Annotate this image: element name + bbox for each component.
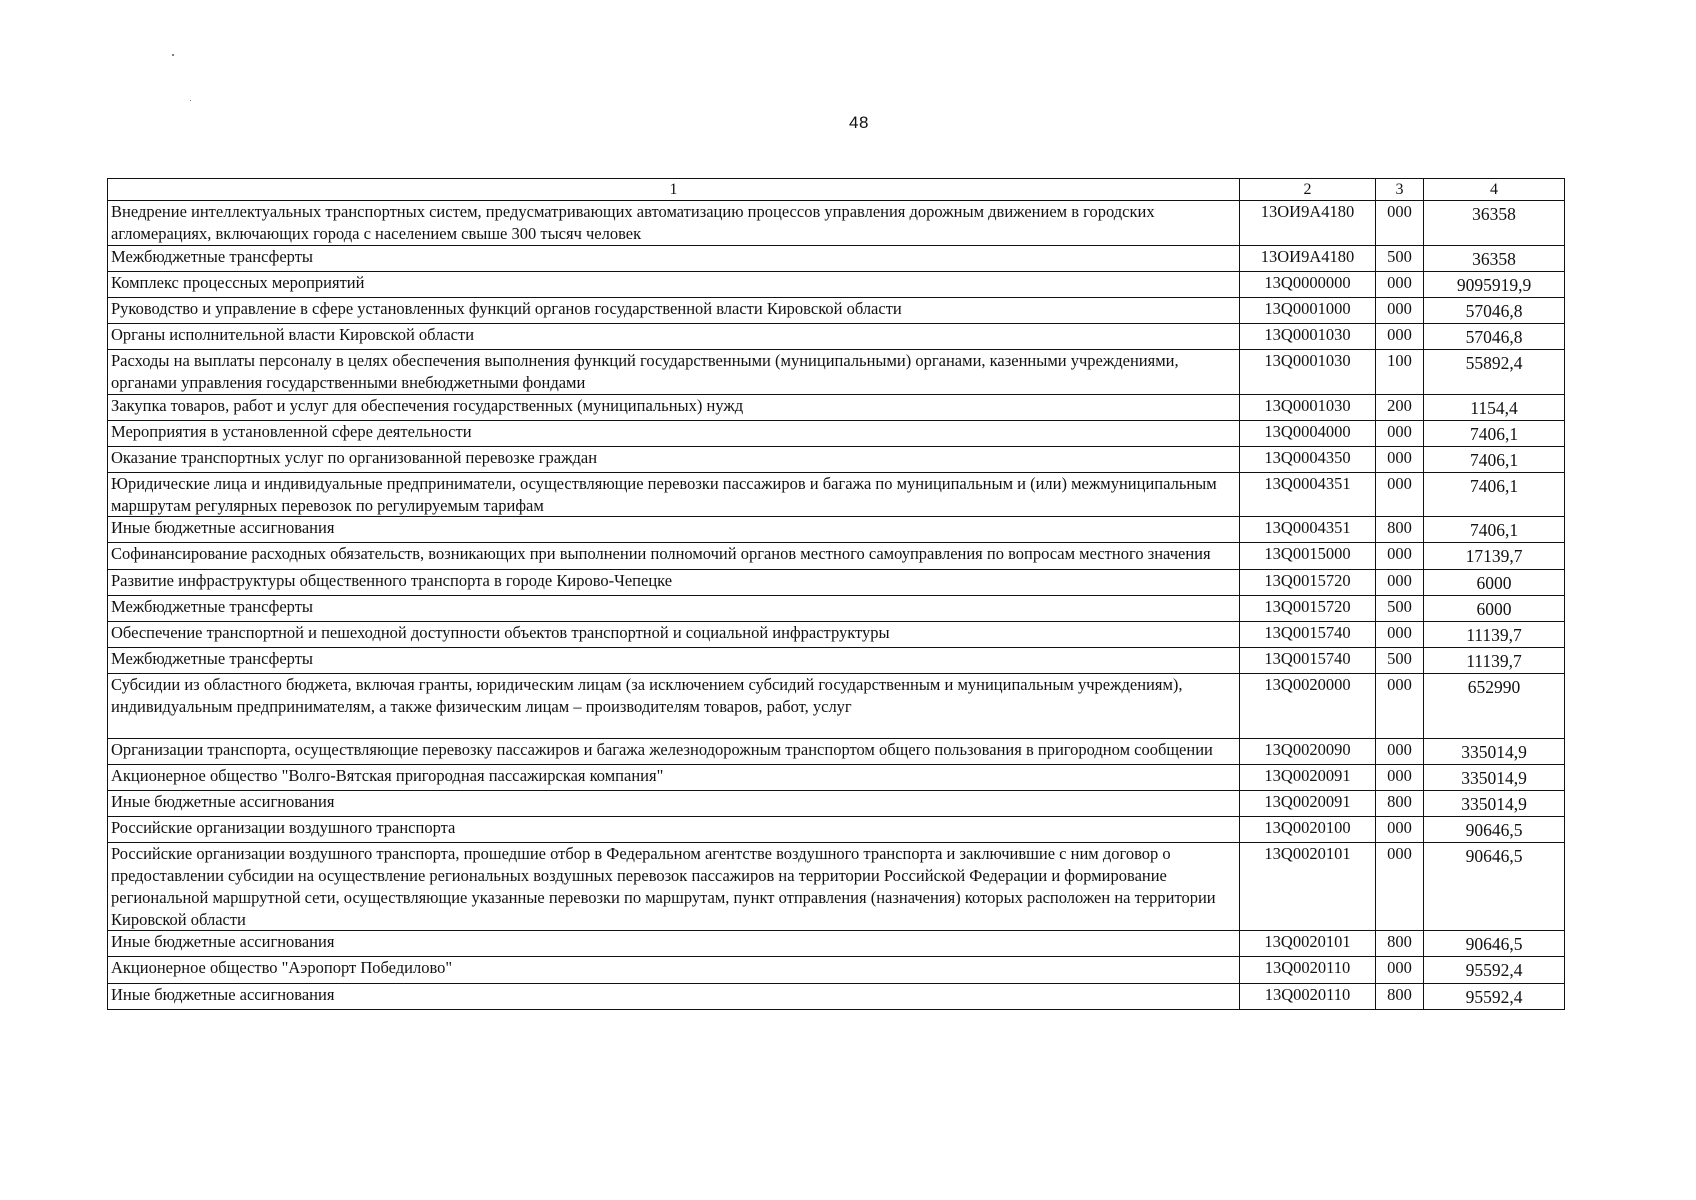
table-row: [108, 201, 1565, 246]
row-code-cell: 13Q0015720: [1240, 569, 1376, 595]
row-type-cell: 000: [1376, 957, 1424, 983]
row-name-cell: Организации транспорта, осуществляющие перевозку пассажиров и багажа железнодорожным транспортом общего пользования в пригородном сообщении: [108, 738, 1240, 764]
row-name-cell: Руководство и управление в сфере установленных функций органов государственной власти Кировской области: [108, 297, 1240, 323]
table-row: [108, 957, 1565, 983]
row-name-cell: Органы исполнительной власти Кировской области: [108, 323, 1240, 349]
row-code-cell: 13Q0020090: [1240, 738, 1376, 764]
row-code-cell: 13Q0020000: [1240, 673, 1376, 738]
row-code-cell: 13ОИ9А4180: [1240, 245, 1376, 271]
row-name-cell: Комплекс процессных мероприятий: [108, 271, 1240, 297]
row-type-cell: 000: [1376, 271, 1424, 297]
budget-table: [107, 178, 1565, 1010]
table-row: [108, 673, 1565, 738]
row-type-cell: 000: [1376, 446, 1424, 472]
row-code-cell: 13Q0004350: [1240, 446, 1376, 472]
row-sum-cell: 36358: [1424, 201, 1565, 246]
row-sum-cell: 335014,9: [1424, 765, 1565, 791]
row-sum-cell: 95592,4: [1424, 983, 1565, 1009]
table-row: [108, 647, 1565, 673]
column-header: 4: [1424, 179, 1565, 201]
row-name-cell: Межбюджетные трансферты: [108, 647, 1240, 673]
table-row: [108, 765, 1565, 791]
row-type-cell: 500: [1376, 595, 1424, 621]
row-type-cell: 800: [1376, 791, 1424, 817]
row-sum-cell: 57046,8: [1424, 323, 1565, 349]
row-type-cell: 800: [1376, 931, 1424, 957]
row-name-cell: Акционерное общество "Волго-Вятская пригородная пассажирская компания": [108, 765, 1240, 791]
scan-speck: [190, 100, 191, 101]
row-type-cell: 000: [1376, 817, 1424, 843]
row-code-cell: 13Q0004351: [1240, 472, 1376, 517]
row-type-cell: 000: [1376, 472, 1424, 517]
row-code-cell: 13Q0015720: [1240, 595, 1376, 621]
row-type-cell: 000: [1376, 420, 1424, 446]
row-code-cell: 13Q0000000: [1240, 271, 1376, 297]
table-header-row: [108, 179, 1565, 201]
row-code-cell: 13Q0015740: [1240, 621, 1376, 647]
row-sum-cell: 90646,5: [1424, 931, 1565, 957]
row-type-cell: 000: [1376, 543, 1424, 569]
table-row: [108, 738, 1565, 764]
table-row: [108, 595, 1565, 621]
row-sum-cell: 90646,5: [1424, 817, 1565, 843]
table-row: [108, 271, 1565, 297]
page-number: 48: [849, 113, 869, 132]
row-sum-cell: 57046,8: [1424, 297, 1565, 323]
row-name-cell: Акционерное общество "Аэропорт Победилово": [108, 957, 1240, 983]
row-name-cell: Иные бюджетные ассигнования: [108, 983, 1240, 1009]
row-name-cell: Российские организации воздушного транспорта: [108, 817, 1240, 843]
row-type-cell: 000: [1376, 569, 1424, 595]
table-row: [108, 323, 1565, 349]
row-sum-cell: 55892,4: [1424, 350, 1565, 395]
table-row: [108, 569, 1565, 595]
column-header: 3: [1376, 179, 1424, 201]
table-row: [108, 517, 1565, 543]
table-row: [108, 817, 1565, 843]
row-sum-cell: 7406,1: [1424, 446, 1565, 472]
row-code-cell: 13Q0015000: [1240, 543, 1376, 569]
row-sum-cell: 90646,5: [1424, 843, 1565, 931]
row-code-cell: 13ОИ9А4180: [1240, 201, 1376, 246]
row-name-cell: Иные бюджетные ассигнования: [108, 517, 1240, 543]
row-name-cell: Расходы на выплаты персоналу в целях обеспечения выполнения функций государственными (муниципальными) органами, казенными учреждениями, органами управления государственными внебюджетными фондами: [108, 350, 1240, 395]
row-sum-cell: 9095919,9: [1424, 271, 1565, 297]
row-code-cell: 13Q0020091: [1240, 791, 1376, 817]
row-code-cell: 13Q0020110: [1240, 983, 1376, 1009]
table-row: [108, 472, 1565, 517]
row-sum-cell: 335014,9: [1424, 791, 1565, 817]
row-sum-cell: 652990: [1424, 673, 1565, 738]
table-row: [108, 420, 1565, 446]
row-sum-cell: 7406,1: [1424, 472, 1565, 517]
row-code-cell: 13Q0020100: [1240, 817, 1376, 843]
row-type-cell: 000: [1376, 323, 1424, 349]
row-type-cell: 000: [1376, 765, 1424, 791]
table-row: [108, 791, 1565, 817]
row-code-cell: 13Q0020101: [1240, 843, 1376, 931]
row-name-cell: Внедрение интеллектуальных транспортных систем, предусматривающих автоматизацию процессов управления дорожным движением в городских агломерациях, включающих города с населением свыше 300 тысяч человек: [108, 201, 1240, 246]
row-code-cell: 13Q0015740: [1240, 647, 1376, 673]
row-name-cell: Обеспечение транспортной и пешеходной доступности объектов транспортной и социальной инфраструктуры: [108, 621, 1240, 647]
row-sum-cell: 11139,7: [1424, 621, 1565, 647]
row-code-cell: 13Q0020110: [1240, 957, 1376, 983]
row-type-cell: 200: [1376, 394, 1424, 420]
column-header: 2: [1240, 179, 1376, 201]
row-sum-cell: 6000: [1424, 569, 1565, 595]
row-type-cell: 000: [1376, 738, 1424, 764]
row-type-cell: 000: [1376, 621, 1424, 647]
row-code-cell: 13Q0001000: [1240, 297, 1376, 323]
row-sum-cell: 6000: [1424, 595, 1565, 621]
row-name-cell: Мероприятия в установленной сфере деятельности: [108, 420, 1240, 446]
column-header: 1: [108, 179, 1240, 201]
row-sum-cell: 7406,1: [1424, 517, 1565, 543]
row-sum-cell: 17139,7: [1424, 543, 1565, 569]
row-name-cell: Межбюджетные трансферты: [108, 245, 1240, 271]
row-sum-cell: 1154,4: [1424, 394, 1565, 420]
row-type-cell: 800: [1376, 983, 1424, 1009]
row-name-cell: Российские организации воздушного транспорта, прошедшие отбор в Федеральном агентстве воздушного транспорта и заключившие с ним договор о предоставлении субсидии на осуществление региональных воздушных перевозок пассажиров на территории Российской Федерации и формирование региональной маршрутной сети, осуществляющие указанные перевозки по маршрутам, пункт отправления (назначения) которых расположен на территории Кировской области: [108, 843, 1240, 931]
row-code-cell: 13Q0004000: [1240, 420, 1376, 446]
row-type-cell: 500: [1376, 245, 1424, 271]
row-sum-cell: 335014,9: [1424, 738, 1565, 764]
table-row: [108, 843, 1565, 931]
row-type-cell: 800: [1376, 517, 1424, 543]
row-name-cell: Развитие инфраструктуры общественного транспорта в городе Кирово-Чепецке: [108, 569, 1240, 595]
table-row: [108, 621, 1565, 647]
scan-speck: [172, 54, 174, 56]
row-type-cell: 000: [1376, 673, 1424, 738]
row-sum-cell: 95592,4: [1424, 957, 1565, 983]
table-row: [108, 983, 1565, 1009]
row-name-cell: Софинансирование расходных обязательств, возникающих при выполнении полномочий органов местного самоуправления по вопросам местного значения: [108, 543, 1240, 569]
row-name-cell: Межбюджетные трансферты: [108, 595, 1240, 621]
row-type-cell: 000: [1376, 297, 1424, 323]
row-name-cell: Субсидии из областного бюджета, включая гранты, юридическим лицам (за исключением субсидий государственным и муниципальным учреждениям), индивидуальным предпринимателям, а также физическим лицам – производителям товаров, работ, услуг: [108, 673, 1240, 738]
table-row: [108, 446, 1565, 472]
table-row: [108, 245, 1565, 271]
row-sum-cell: 11139,7: [1424, 647, 1565, 673]
table-row: [108, 931, 1565, 957]
table-row: [108, 394, 1565, 420]
table-row: [108, 350, 1565, 395]
row-sum-cell: 36358: [1424, 245, 1565, 271]
row-name-cell: Иные бюджетные ассигнования: [108, 931, 1240, 957]
row-code-cell: 13Q0001030: [1240, 350, 1376, 395]
row-code-cell: 13Q0001030: [1240, 394, 1376, 420]
row-name-cell: Закупка товаров, работ и услуг для обеспечения государственных (муниципальных) нужд: [108, 394, 1240, 420]
table-row: [108, 297, 1565, 323]
row-type-cell: 000: [1376, 843, 1424, 931]
row-code-cell: 13Q0004351: [1240, 517, 1376, 543]
table-row: [108, 543, 1565, 569]
row-code-cell: 13Q0001030: [1240, 323, 1376, 349]
row-code-cell: 13Q0020091: [1240, 765, 1376, 791]
row-name-cell: Иные бюджетные ассигнования: [108, 791, 1240, 817]
row-name-cell: Оказание транспортных услуг по организованной перевозке граждан: [108, 446, 1240, 472]
row-type-cell: 000: [1376, 201, 1424, 246]
row-type-cell: 500: [1376, 647, 1424, 673]
row-name-cell: Юридические лица и индивидуальные предприниматели, осуществляющие перевозки пассажиров и багажа по муниципальным и (или) межмуниципальным маршрутам регулярных перевозок по регулируемым тарифам: [108, 472, 1240, 517]
row-sum-cell: 7406,1: [1424, 420, 1565, 446]
row-type-cell: 100: [1376, 350, 1424, 395]
row-code-cell: 13Q0020101: [1240, 931, 1376, 957]
